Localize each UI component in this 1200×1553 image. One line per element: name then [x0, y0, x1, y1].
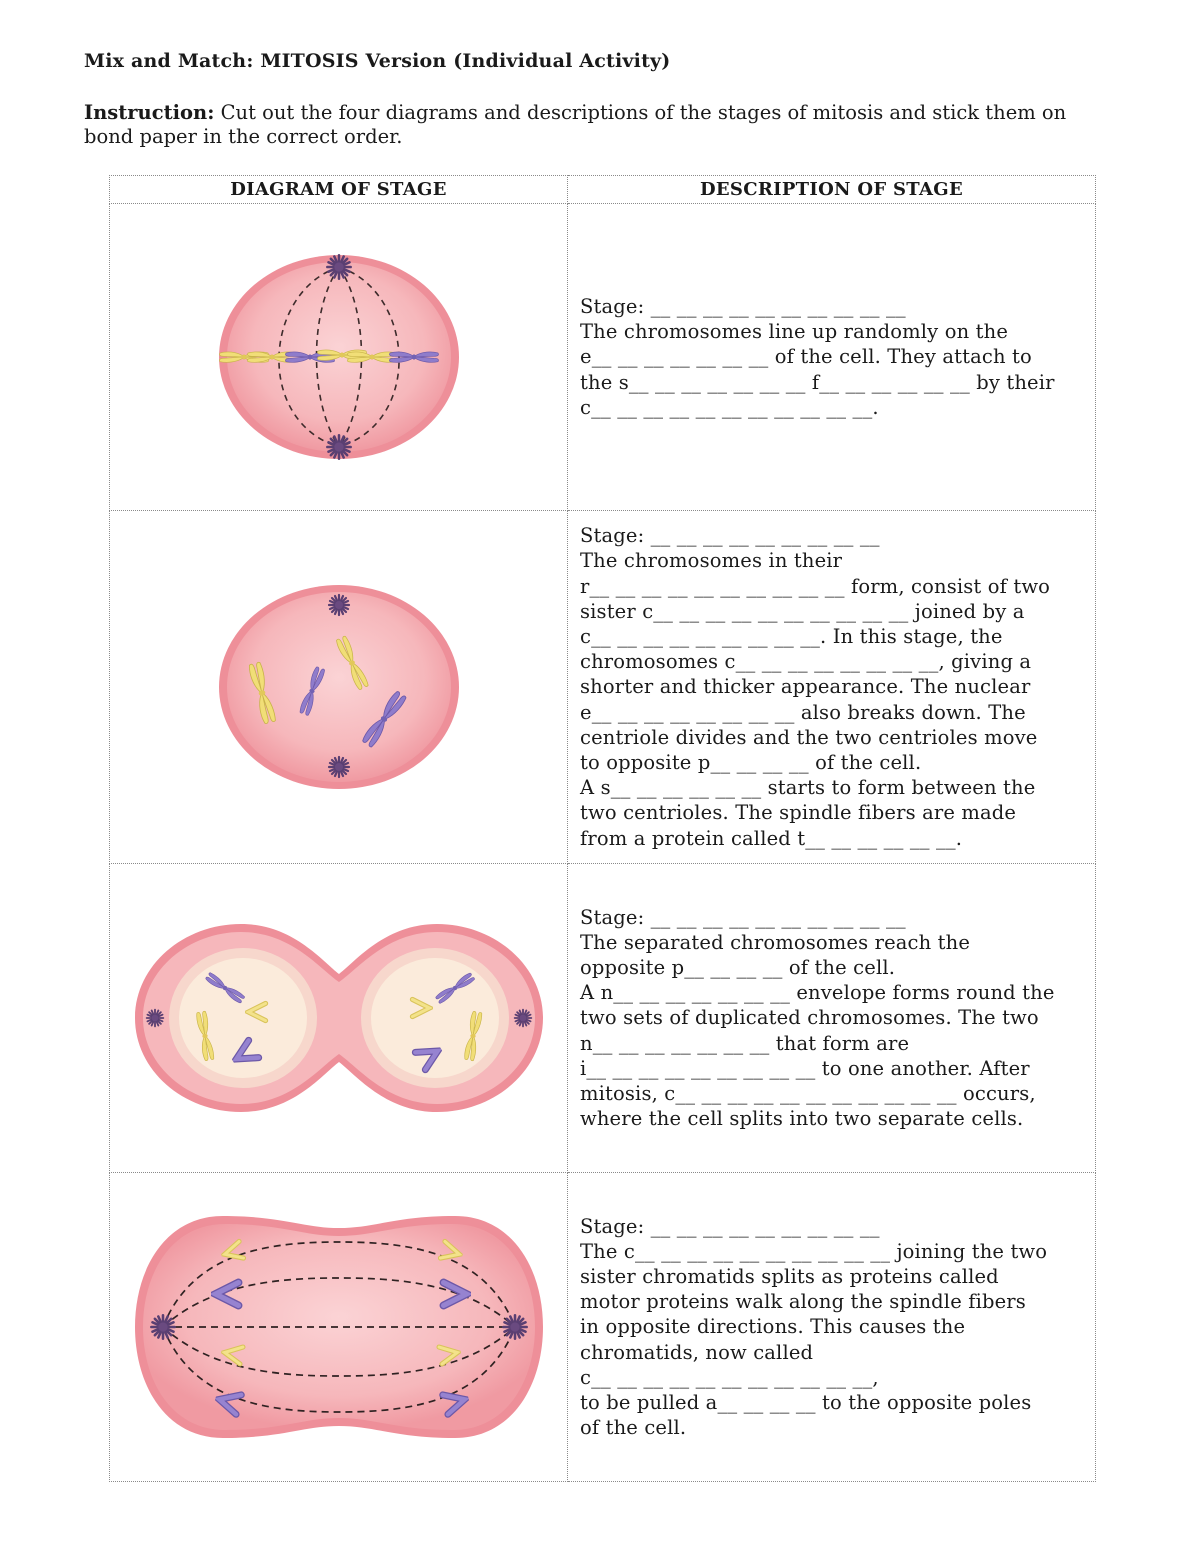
prophase-diagram	[214, 581, 464, 793]
instruction-label: Instruction:	[84, 101, 215, 124]
diagram-cell-2	[110, 511, 568, 864]
header-diagram: DIAGRAM OF STAGE	[110, 176, 568, 204]
diagram-cell-3	[110, 864, 568, 1173]
stage-description-4: Stage: __ __ __ __ __ __ __ __ __ The c__ __ __ __ __ __ __ __ __ __ joining the two sister chromatids splits as proteins called motor proteins walk along the spindle fibers in opposite directions. This causes the chromatids, now called c__ __ __ __ __ __ __ __ __ __ __, to be pulled a__ __ __ __ to the opposite poles of the cell.	[580, 1214, 1048, 1440]
description-cell-1	[568, 204, 1096, 511]
stage-description-3: Stage: __ __ __ __ __ __ __ __ __ __ The separated chromosomes reach the opposite p__ __ __ __ of the cell. A n__ __ __ __ __ __ __ envelope forms round the two sets of duplicated chromosomes. The two n__ __ __ __ __ __ __ that form are i__ __ __ __ __ __ __ __ __ to one another. After mitosis, c__ __ __ __ __ __ __ __ __ __ __ occurs, where the cell splits into two separate cells.	[580, 905, 1055, 1131]
stage-row-3	[110, 864, 1096, 1173]
stage-row-2	[110, 511, 1096, 864]
centrosome-icon	[514, 1010, 531, 1027]
telophase-diagram	[133, 918, 545, 1118]
instruction	[84, 101, 1094, 149]
stages-table	[109, 175, 1096, 1482]
centrosome-icon	[151, 1315, 174, 1338]
centrosome-icon	[329, 757, 349, 777]
centrosome-icon	[327, 435, 350, 458]
description-cell-4	[568, 1173, 1096, 1482]
stage-row-1	[110, 204, 1096, 511]
stage-description-2: Stage: __ __ __ __ __ __ __ __ __ The chromosomes in their r__ __ __ __ __ __ __ __ __ __ form, consist of two sister c__ __ __ __ __ __ __ __ __ __ joined by a c__ __ __ __ __ __ __ __ __. In this stage, the chromosomes c__ __ __ __ __ __ __ __, giving a shorter and thicker appearance. The nuclear e__ __ __ __ __ __ __ __ also breaks down. The centriole divides and the two centrioles move to opposite p__ __ __ __ of the cell. A s__ __ __ __ __ __ starts to form between the two centrioles. The spindle fibers are made from a protein called t__ __ __ __ __ __.	[580, 524, 1051, 850]
description-cell-2	[568, 511, 1096, 864]
centrosome-icon	[146, 1010, 163, 1027]
centrosome-icon	[329, 595, 349, 615]
stage-row-4	[110, 1173, 1096, 1482]
diagram-cell-4	[110, 1173, 568, 1482]
description-cell-3	[568, 864, 1096, 1173]
worksheet-title: Mix and Match: MITOSIS Version (Individual Activity)	[84, 50, 671, 72]
centrosome-icon	[327, 255, 350, 278]
stage-description-1: Stage: __ __ __ __ __ __ __ __ __ __ The chromosomes line up randomly on the e__ __ __ __ __ __ __ of the cell. They attach to the s__ __ __ __ __ __ __ f__ __ __ __ __ __ by their c__ __ __ __ __ __ __ __ __ __ __.	[580, 294, 1055, 419]
metaphase-diagram	[214, 251, 464, 463]
diagram-cell-1	[110, 204, 568, 511]
anaphase-diagram	[133, 1210, 545, 1444]
instruction-text: Cut out the four diagrams and descriptions of the stages of mitosis and stick them on bond paper in the correct order.	[84, 101, 1067, 148]
centrosome-icon	[503, 1315, 526, 1338]
header-description: DESCRIPTION OF STAGE	[568, 176, 1096, 204]
